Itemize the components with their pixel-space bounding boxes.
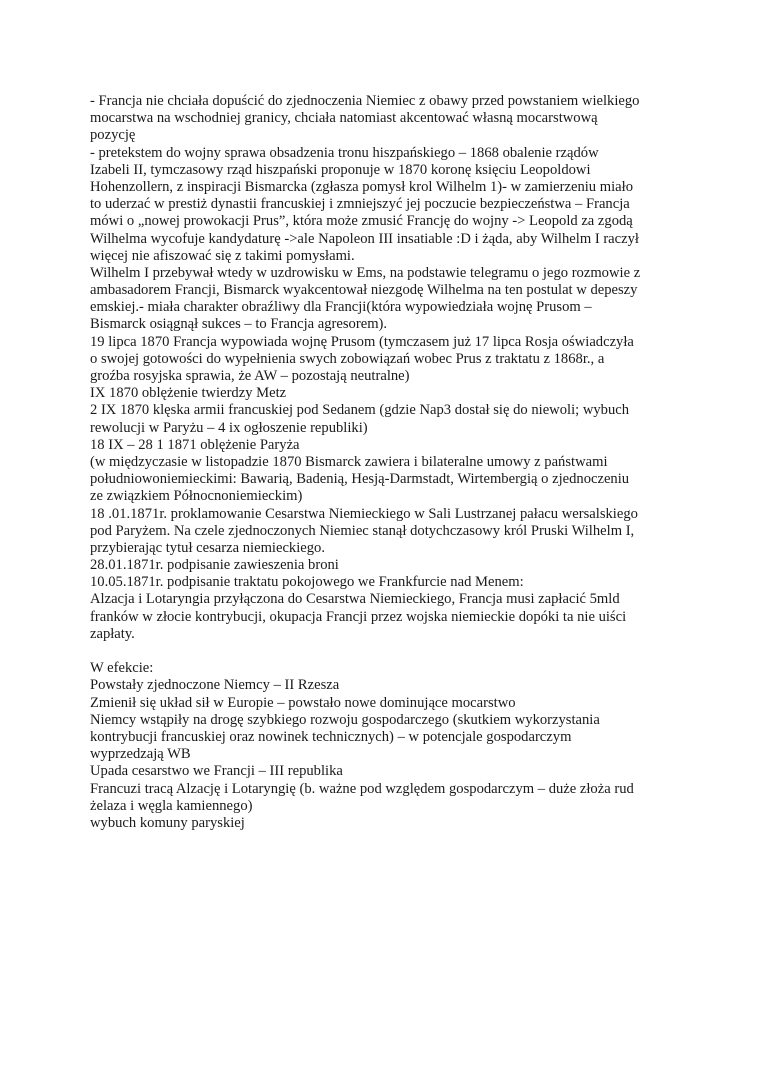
text-line: 18 .01.1871r. proklamowanie Cesarstwa Niemieckiego w Sali Lustrzanej pałacu wersalskiego xyxy=(90,505,638,522)
text-line: Bismarck osiągnął sukces – to Francja agresorem). xyxy=(90,316,388,333)
text-line: ze związkiem Północnoniemieckim) xyxy=(90,488,303,505)
text-line: to uderzać w prestiż dynastii francuskiej i zmniejszyć jej poczucie bezpieczeństwa – Francja xyxy=(90,196,630,213)
text-line: wybuch komuny paryskiej xyxy=(90,814,245,831)
text-line: Wilhelma wycofuje kandydaturę ->ale Napoleon III insatiable :D i żąda, aby Wilhelm I raczył xyxy=(90,230,639,247)
text-line: Powstały zjednoczone Niemcy – II Rzesza xyxy=(90,677,340,694)
text-line: Francuzi tracą Alzację i Lotaryngię (b. ważne pod względem gospodarczym – duże złoża rud xyxy=(90,780,634,797)
text-line: kontrybucji francuskiej oraz nowinek technicznych) – w potencjale gospodarczym xyxy=(90,728,572,745)
text-line: żelaza i węgla kamiennego) xyxy=(90,797,253,814)
text-line: mówi o „nowej prowokacji Prus”, która może zmusić Francję do wojny -> Leopold za zgodą xyxy=(90,213,633,230)
text-line: franków w złocie kontrybucji, okupacja Francji przez wojska niemieckie dopóki ta nie uiści xyxy=(90,608,627,625)
text-line: Alzacja i Lotaryngia przyłączona do Cesarstwa Niemieckiego, Francja musi zapłacić 5mld xyxy=(90,591,620,608)
text-line: Niemcy wstąpiły na drogę szybkiego rozwoju gospodarczego (skutkiem wykorzystania xyxy=(90,711,600,728)
text-line: przybierając tytuł cesarza niemieckiego. xyxy=(90,539,325,556)
text-line: Upada cesarstwo we Francji – III republika xyxy=(90,763,343,780)
text-line: W efekcie: xyxy=(90,660,154,677)
text-line: IX 1870 oblężenie twierdzy Metz xyxy=(90,385,287,402)
text-line: 19 lipca 1870 Francja wypowiada wojnę Prusom (tymczasem już 17 lipca Rosja oświadczyła xyxy=(90,333,634,350)
text-line: Wilhelm I przebywał wtedy w uzdrowisku w Ems, na podstawie telegramu o jego rozmowie z xyxy=(90,264,641,281)
text-line: (w międzyczasie w listopadzie 1870 Bismarck zawiera i bilateralne umowy z państwami xyxy=(90,453,608,470)
blank-line xyxy=(90,643,680,660)
text-line: 28.01.1871r. podpisanie zawieszenia broni xyxy=(90,557,339,574)
text-line: wyprzedzają WB xyxy=(90,746,191,763)
text-line: pozycję xyxy=(90,127,136,144)
text-line: 10.05.1871r. podpisanie traktatu pokojowego we Frankfurcie nad Menem: xyxy=(90,574,524,591)
text-line: o swojej gotowości do wypełnienia swych zobowiązań wobec Prus z traktatu z 1868r., a xyxy=(90,350,605,367)
text-line: południowoniemieckimi: Bawarią, Badenią, Hesją-Darmstadt, Wirtembergią o zjednoczeniu xyxy=(90,471,630,488)
text-line: groźba rosyjska sprawia, że AW – pozostają neutralne) xyxy=(90,368,410,384)
text-line: ambasadorem Francji, Bismarck wyakcentował niezgodę Wilhelma na ten postulat w depeszy xyxy=(90,282,638,299)
text-line: Hohenzollern, z inspiracji Bismarcka (zgłasza pomysł krol Wilhelm 1)- w zamierzeniu miało xyxy=(90,178,633,195)
text-line: Izabeli II, tymczasowy rząd hiszpański proponuje w 1870 koronę księciu Leopoldowi xyxy=(90,161,591,178)
text-line: więcej nie afiszować się z takimi pomysłami. xyxy=(90,247,355,264)
text-line: mocarstwa na wschodniej granicy, chciała natomiast akcentować własną mocarstwową xyxy=(90,110,598,127)
document-page xyxy=(90,93,680,832)
text-line: zapłaty. xyxy=(90,625,135,642)
text-line: - pretekstem do wojny sprawa obsadzenia tronu hiszpańskiego – 1868 obalenie rządów xyxy=(90,144,599,161)
text-line: Zmienił się układ sił w Europie – powstało nowe dominujące mocarstwo xyxy=(90,694,516,711)
text-line: pod Paryżem. Na czele zjednoczonych Niemiec stanął dotychczasowy król Pruski Wilhelm I, xyxy=(90,522,635,539)
text-line: emskiej.- miała charakter obraźliwy dla Francji(która wypowiedziała wojnę Prusom – xyxy=(90,299,592,316)
text-line: - Francja nie chciała dopuścić do zjednoczenia Niemiec z obawy przed powstaniem wielkiego xyxy=(90,93,640,109)
text-line: 2 IX 1870 klęska armii francuskiej pod Sedanem (gdzie Nap3 dostał się do niewoli; wybuch xyxy=(90,402,630,419)
text-line: rewolucji w Paryżu – 4 ix ogłoszenie republiki) xyxy=(90,419,368,436)
text-line: 18 IX – 28 1 1871 oblężenie Paryża xyxy=(90,436,300,453)
